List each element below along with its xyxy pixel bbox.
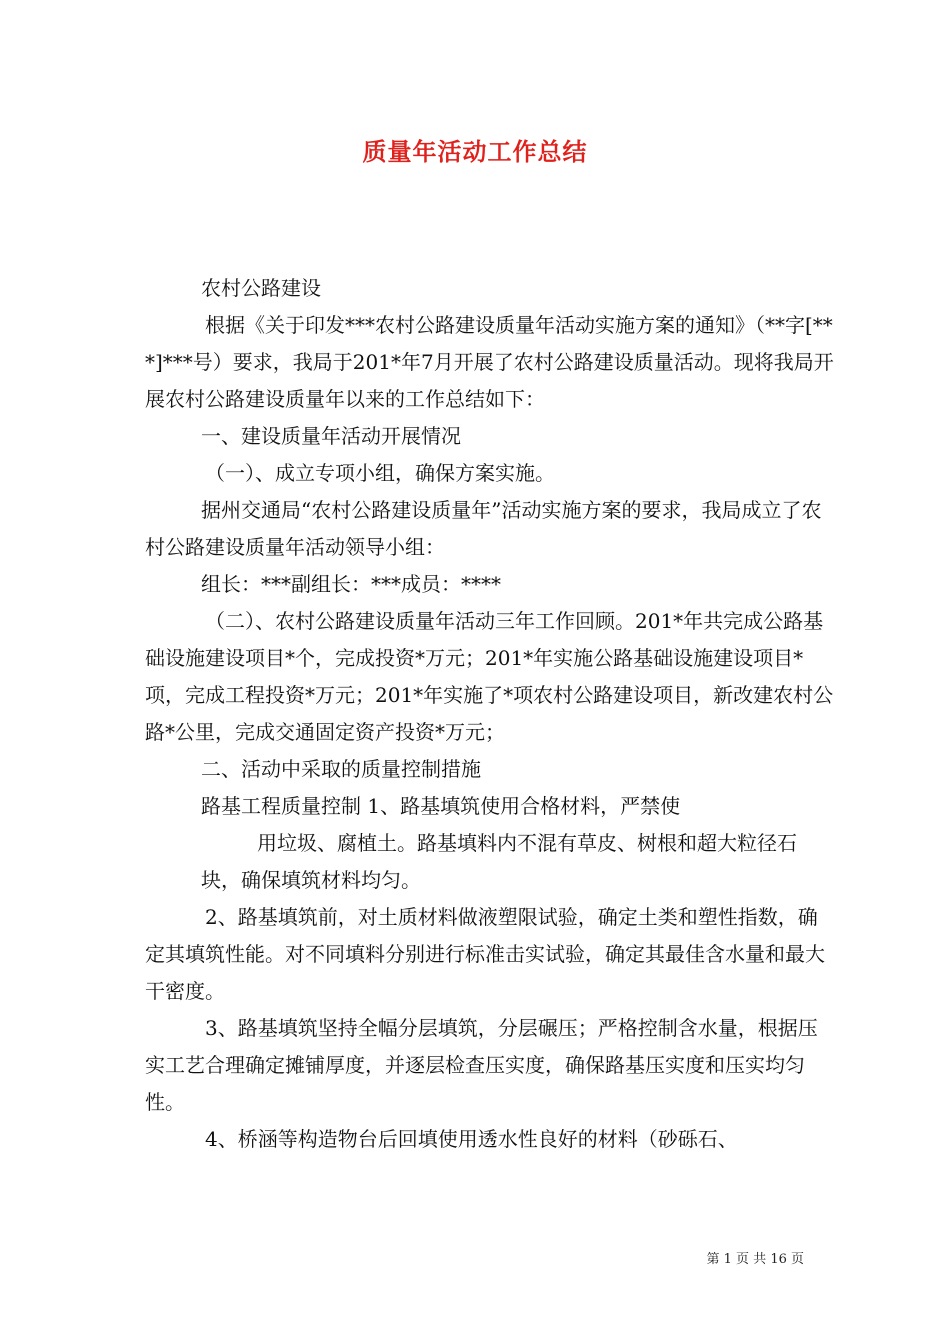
page-number: 第 1 页 共 16 页 xyxy=(706,1252,804,1267)
paragraph-subgrade-materials xyxy=(145,825,835,899)
document-body xyxy=(145,270,835,1158)
heading-section-2: 二、活动中采取的质量控制措施 xyxy=(201,757,481,781)
paragraph-subgrade-control: 路基工程质量控制 1、路基填筑使用合格材料，严禁使 xyxy=(201,794,681,818)
document-title: 质量年活动工作总结 xyxy=(362,138,588,166)
paragraph-item-4: 4、桥涵等构造物台后回填使用透水性良好的材料（砂砾石、 xyxy=(205,1127,738,1151)
heading-subsection-1: （一）、成立专项小组，确保方案实施。 xyxy=(205,461,555,485)
paragraph-item-2: 2、路基填筑前，对土质材料做液塑限试验，确定土类和塑性指数，确定其填筑性能。对不同填料分别进行标准击实试验，确定其最佳含水量和最大干密度。 xyxy=(145,905,825,1003)
paragraph-item-3: 3、路基填筑坚持全幅分层填筑，分层碾压；严格控制含水量，根据压实工艺合理确定摊铺厚度，并逐层检查压实度，确保路基压实度和压实均匀性。 xyxy=(145,1016,818,1114)
paragraph-review: （二）、农村公路建设质量年活动三年工作回顾。201*年共完成公路基础设施建设项目*个，完成投资*万元；201*年实施公路基础设施建设项目*项，完成工程投资*万元；201*年实施了*项农村公路建设项目，新改建农村公路*公里，完成交通固定资产投资*万元； xyxy=(145,609,834,744)
paragraph-section-label: 农村公路建设 xyxy=(201,276,321,300)
paragraph-intro: 根据《关于印发***农村公路建设质量年活动实施方案的通知》（**字[***]***号）要求，我局于201*年7月开展了农村公路建设质量活动。现将我局开展农村公路建设质量年以来的工作总结如下： xyxy=(145,313,834,411)
paragraph-team-members: 组长：***副组长：***成员：**** xyxy=(201,572,501,596)
heading-section-1: 一、建设质量年活动开展情况 xyxy=(201,424,461,448)
paragraph-team-setup: 据州交通局“农村公路建设质量年”活动实施方案的要求，我局成立了农村公路建设质量年活动领导小组： xyxy=(145,498,822,559)
paragraph-subgrade-materials-text: 用垃圾、腐植土。路基填料内不混有草皮、树根和超大粒径石块，确保填筑材料均匀。 xyxy=(201,831,797,892)
